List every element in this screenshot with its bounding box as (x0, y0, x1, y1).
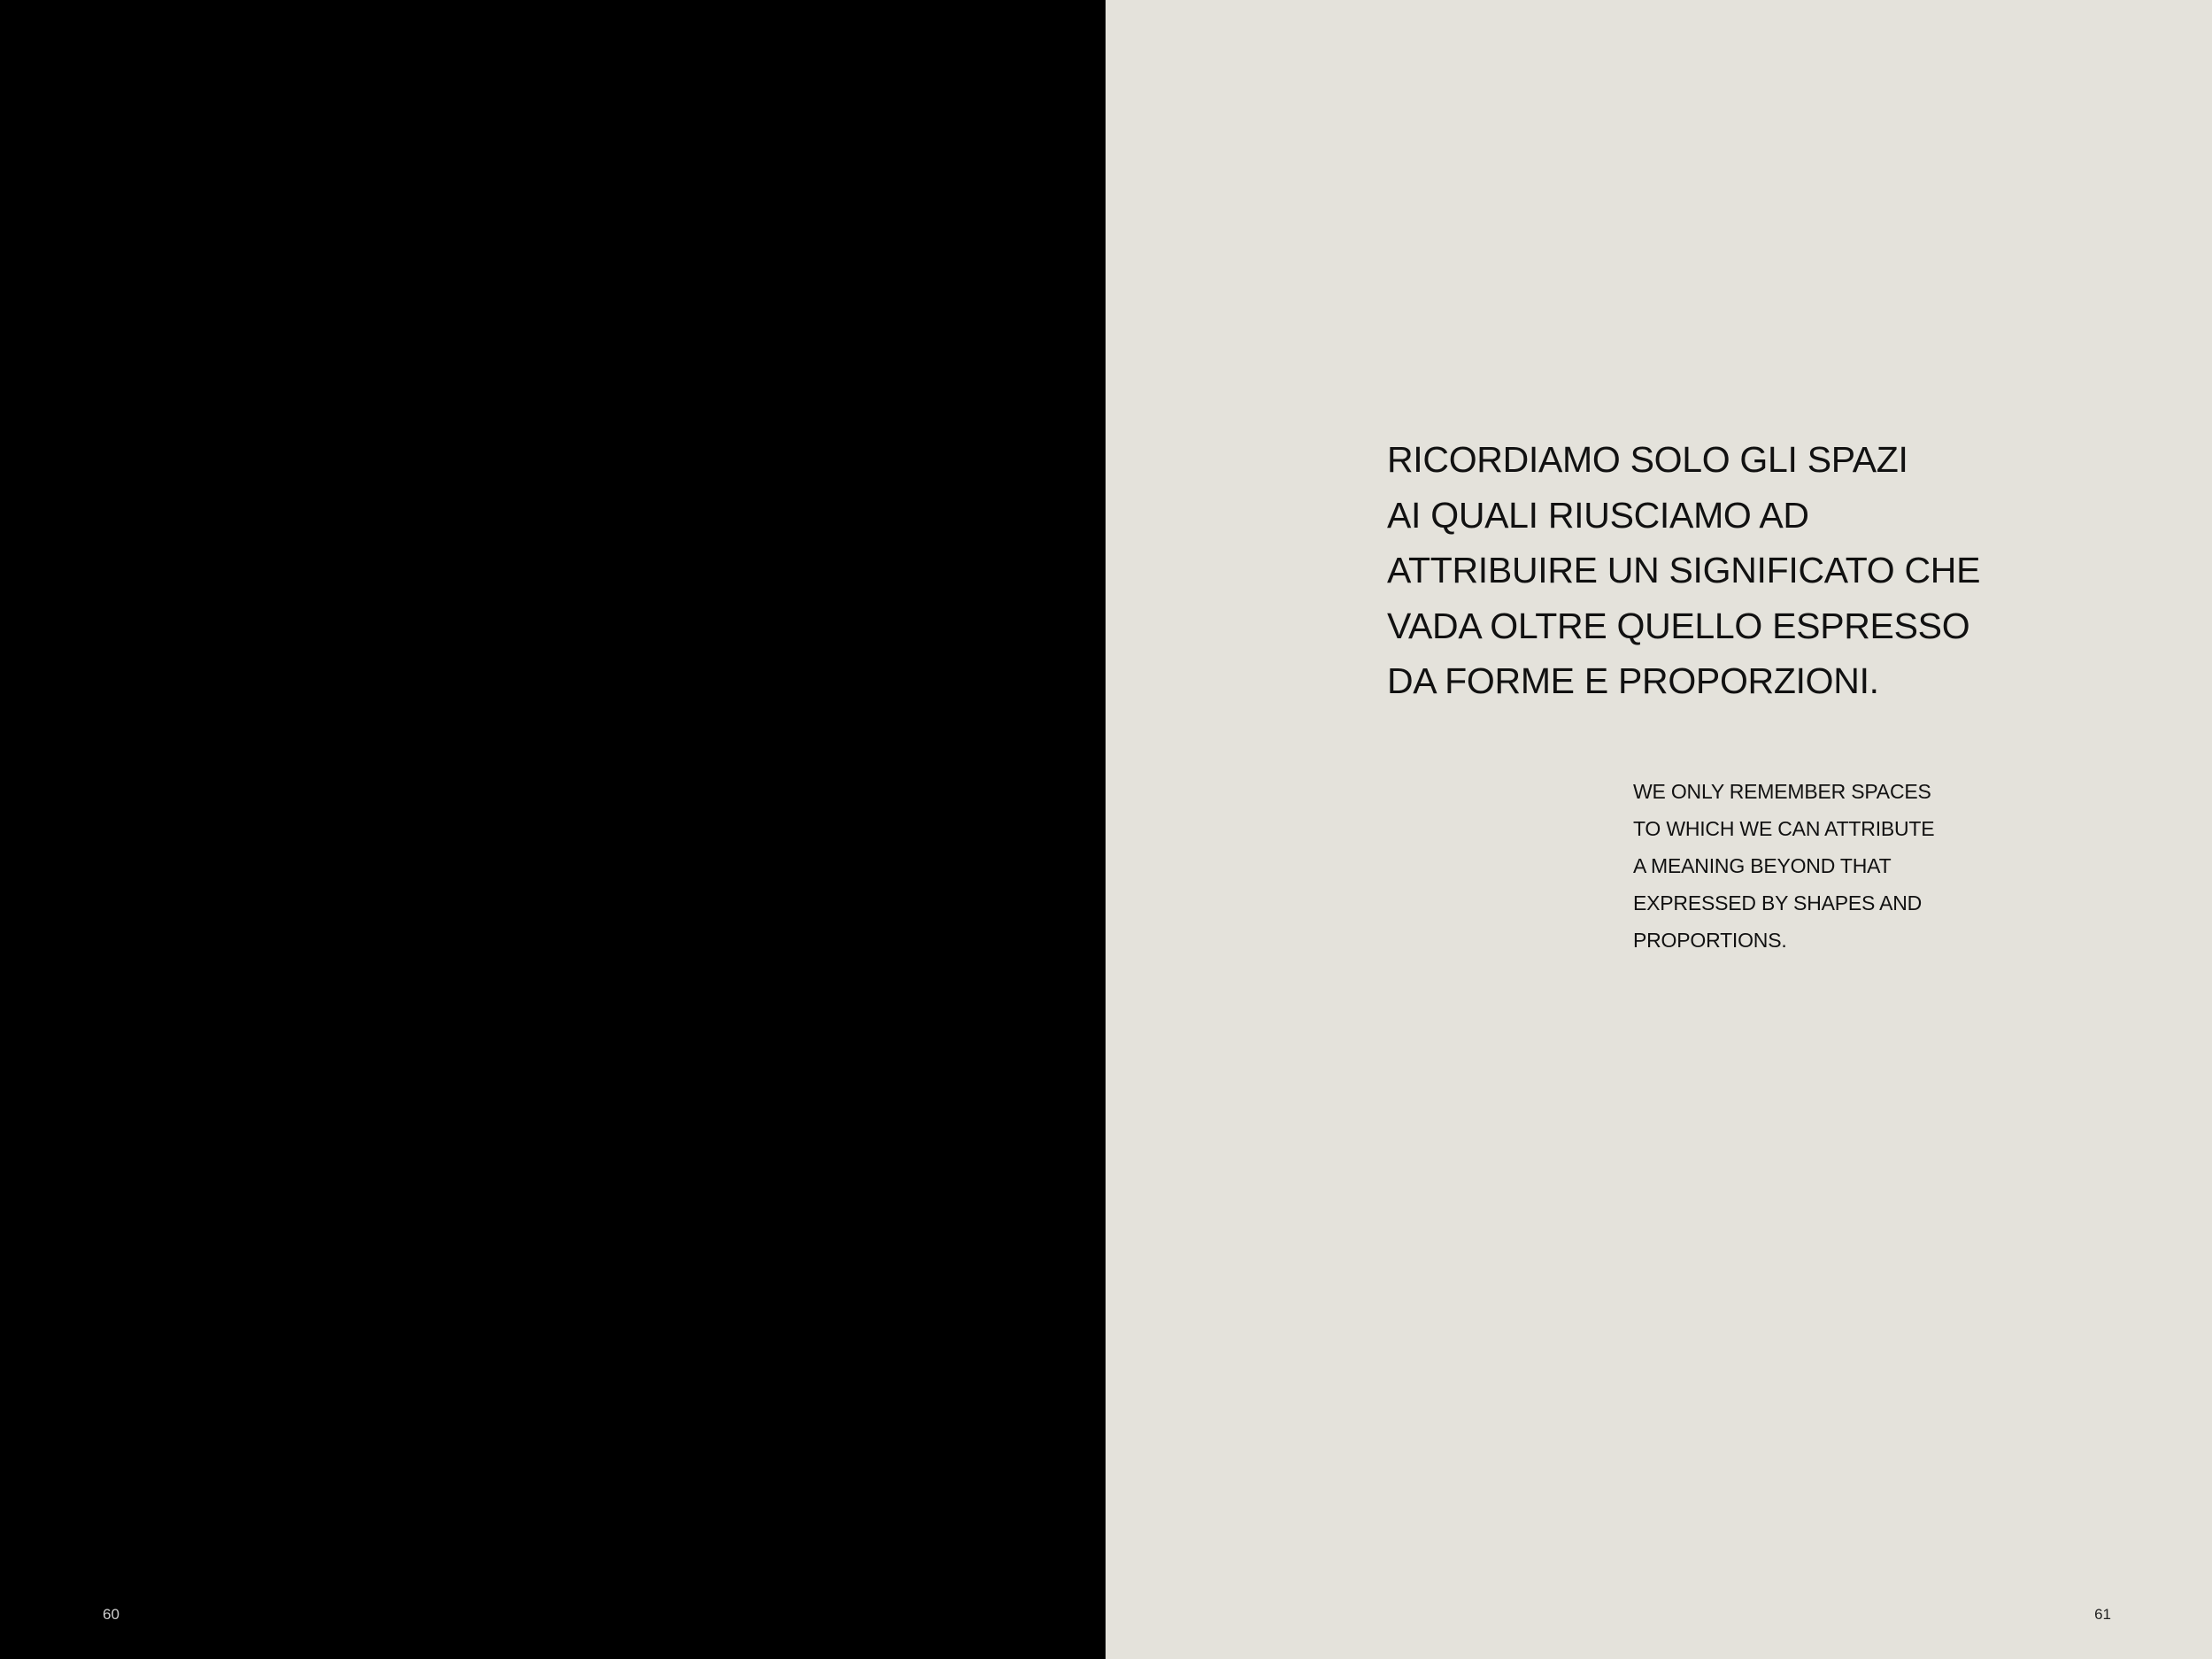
right-page (1106, 0, 2212, 1659)
quote-italian-line: AI QUALI RIUSCIAMO AD (1387, 494, 1809, 536)
page-number-right: 61 (2094, 1606, 2111, 1623)
quote-italian-line: DA FORME E PROPORZIONI. (1387, 660, 1879, 701)
quote-english-line: A MEANING BEYOND THAT (1633, 854, 1892, 877)
page-number-left: 60 (103, 1606, 119, 1623)
quote-english-line: PROPORTIONS. (1633, 929, 1787, 952)
quote-italian-line: VADA OLTRE QUELLO ESPRESSO (1387, 605, 1970, 646)
quote-english-line: EXPRESSED BY SHAPES AND (1633, 891, 1923, 914)
quote-italian-line: RICORDIAMO SOLO GLI SPAZI (1387, 439, 1908, 480)
quote-english-line: TO WHICH WE CAN ATTRIBUTE (1633, 817, 1935, 840)
quote-italian (1387, 432, 2060, 709)
quote-english-line: WE ONLY REMEMBER SPACES (1633, 780, 1931, 803)
quote-italian-line: ATTRIBUIRE UN SIGNIFICATO CHE (1387, 550, 1981, 590)
quote-english (1633, 773, 2005, 959)
